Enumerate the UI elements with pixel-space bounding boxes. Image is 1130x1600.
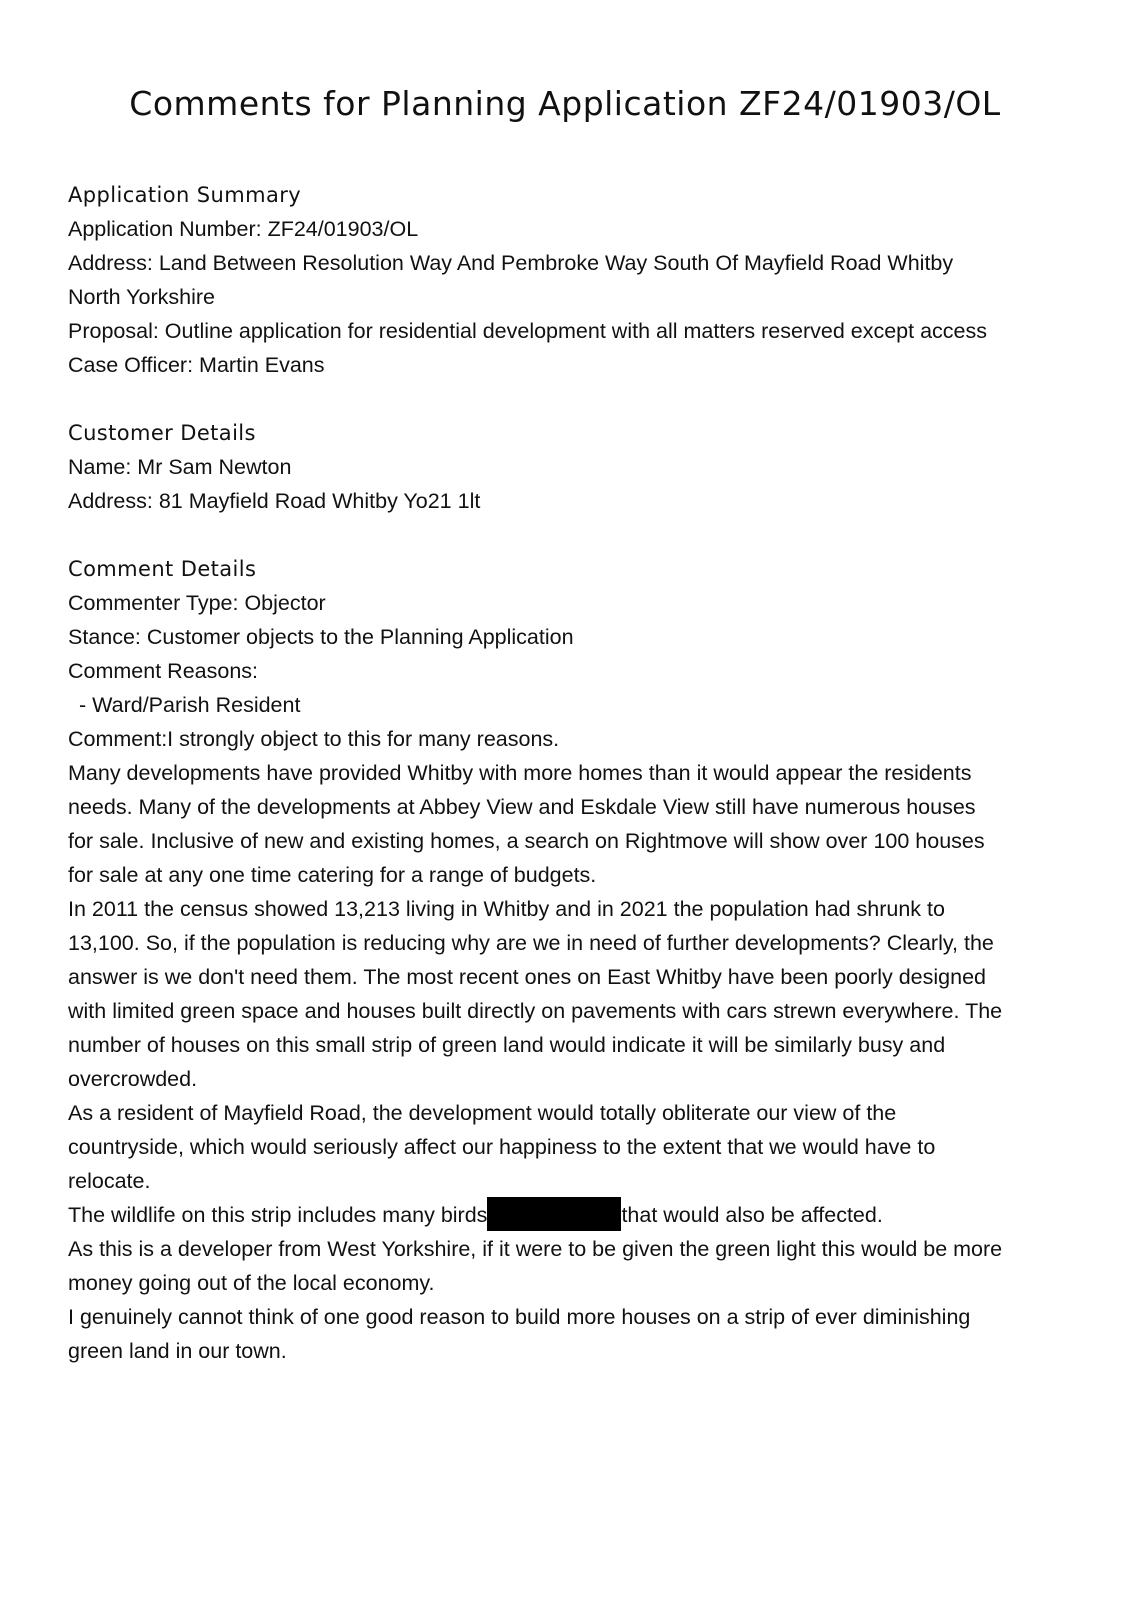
comment-line: 13,100. So, if the population is reducing why are we in need of further developments? Clearly, the: [68, 931, 994, 955]
application-address-line-2: North Yorkshire: [68, 285, 215, 309]
comment-line: Comment:I strongly object to this for many reasons.: [68, 727, 560, 751]
section-spacer: [68, 518, 1068, 552]
comment-line: for sale. Inclusive of new and existing homes, a search on Rightmove will show over 100 houses: [68, 829, 985, 853]
application-proposal: Proposal: Outline application for residential development with all matters reserved except access: [68, 319, 987, 343]
section-spacer: [68, 382, 1068, 416]
comment-line: overcrowded.: [68, 1067, 198, 1091]
comment-line: with limited green space and houses built directly on pavements with cars strewn everywhere. The: [68, 999, 1003, 1023]
redaction-box: [487, 1197, 621, 1231]
comment-line: Many developments have provided Whitby with more homes than it would appear the residents: [68, 761, 972, 785]
case-officer: Case Officer: Martin Evans: [68, 353, 325, 377]
page-title: Comments for Planning Application ZF24/01903/OL: [129, 84, 1001, 123]
comment-line: As a resident of Mayfield Road, the development would totally obliterate our view of the: [68, 1101, 897, 1125]
closing-line: green land in our town.: [68, 1339, 287, 1363]
comment-line: countryside, which would seriously affect our happiness to the extent that we would have to: [68, 1135, 936, 1159]
comment-line: relocate.: [68, 1169, 151, 1193]
stance: Stance: Customer objects to the Planning Application: [68, 625, 574, 649]
customer-details-heading: Customer Details: [68, 421, 256, 445]
closing-line: money going out of the local economy.: [68, 1271, 435, 1295]
wildlife-text-before: The wildlife on this strip includes many birds: [68, 1203, 488, 1227]
comment-line: needs. Many of the developments at Abbey View and Eskdale View still have numerous houses: [68, 795, 976, 819]
application-number: Application Number: ZF24/01903/OL: [68, 217, 419, 241]
wildlife-line: [68, 1198, 1068, 1232]
customer-name: Name: Mr Sam Newton: [68, 455, 292, 479]
comment-line: In 2011 the census showed 13,213 living in Whitby and in 2021 the population had shrunk to: [68, 897, 945, 921]
wildlife-text-after: that would also be affected.: [621, 1203, 883, 1227]
comment-line: number of houses on this small strip of green land would indicate it will be similarly busy and: [68, 1033, 946, 1057]
application-address-line-1: Address: Land Between Resolution Way And Pembroke Way South Of Mayfield Road Whitby: [68, 251, 954, 275]
customer-address: Address: 81 Mayfield Road Whitby Yo21 1lt: [68, 489, 481, 513]
commenter-type: Commenter Type: Objector: [68, 591, 326, 615]
application-summary-heading: Application Summary: [68, 183, 302, 207]
closing-line: I genuinely cannot think of one good reason to build more houses on a strip of ever diminishing: [68, 1305, 971, 1329]
comment-line: for sale at any one time catering for a range of budgets.: [68, 863, 597, 887]
comment-reason-item: - Ward/Parish Resident: [79, 693, 301, 717]
document-body: [68, 178, 1068, 1368]
comment-line: answer is we don't need them. The most recent ones on East Whitby have been poorly designed: [68, 965, 986, 989]
comment-details-heading: Comment Details: [68, 557, 257, 581]
closing-line: As this is a developer from West Yorkshire, if it were to be given the green light this would be more: [68, 1237, 1003, 1261]
comment-reasons-label: Comment Reasons:: [68, 659, 258, 683]
